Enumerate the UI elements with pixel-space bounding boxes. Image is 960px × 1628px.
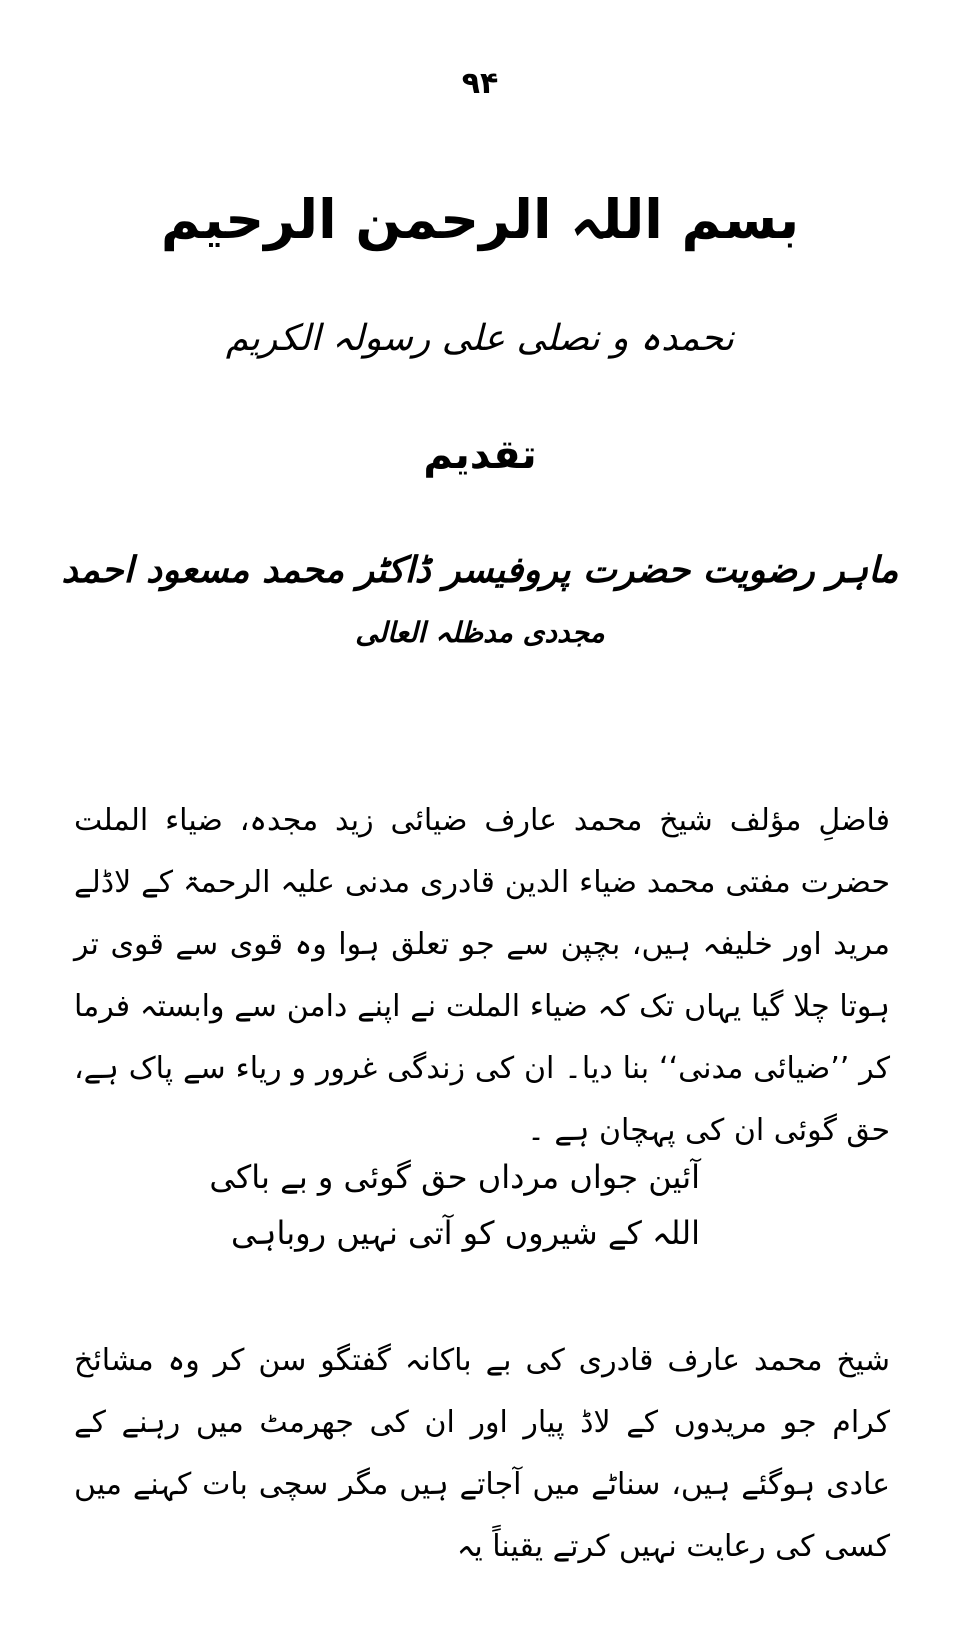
basmala-heading: بسم اللہ الرحمن الرحیم	[160, 188, 800, 251]
section-heading: تقدیم	[423, 432, 537, 478]
body-paragraph-2: شیخ محمد عارف قادری کی بے باکانہ گفتگو سن کر وہ مشائخ کرام جو مریدوں کے لاڈ پیار اور ان کی جھرمٹ میں رہنے کے عادی ہوگئے ہیں، سناٹے میں آجاتے ہیں مگر سچی بات کہنے میں کسی کی رعایت نہیں کرتے یقیناً یہ	[74, 1343, 890, 1564]
body-paragraph-1: فاضلِ مؤلف شیخ محمد عارف ضیائی زید مجدہ، ضیاء الملت حضرت مفتی محمد ضیاء الدین قادری مدنی علیہ الرحمۃ کے لاڈلے مرید اور خلیفہ ہیں، بچپن سے جو تعلق ہوا وہ قوی سے قوی تر ہوتا چلا گیا یہاں تک کہ ضیاء الملت نے اپنے دامن سے وابستہ فرما کر ’’ضیائی مدنی‘‘ بنا دیا۔ ان کی زندگی غرور و ریاء سے پاک ہے، حق گوئی ان کی پہچان ہے ۔	[74, 803, 890, 1148]
author-name: ماہر رضویت حضرت پروفیسر ڈاکٹر محمد مسعود احمد	[61, 550, 899, 591]
page-number: ۹۴	[461, 66, 499, 101]
salutation-line: نحمدہ و نصلی علی رسولہ الکریم	[225, 318, 735, 359]
author-title: مجددی مدظلہ العالی	[355, 616, 605, 649]
verse-line-1: آئین جواں مرداں حق گوئی و بے باکی	[209, 1158, 700, 1196]
verse-line-2: اللہ کے شیروں کو آتی نہیں روباہی	[231, 1214, 700, 1252]
